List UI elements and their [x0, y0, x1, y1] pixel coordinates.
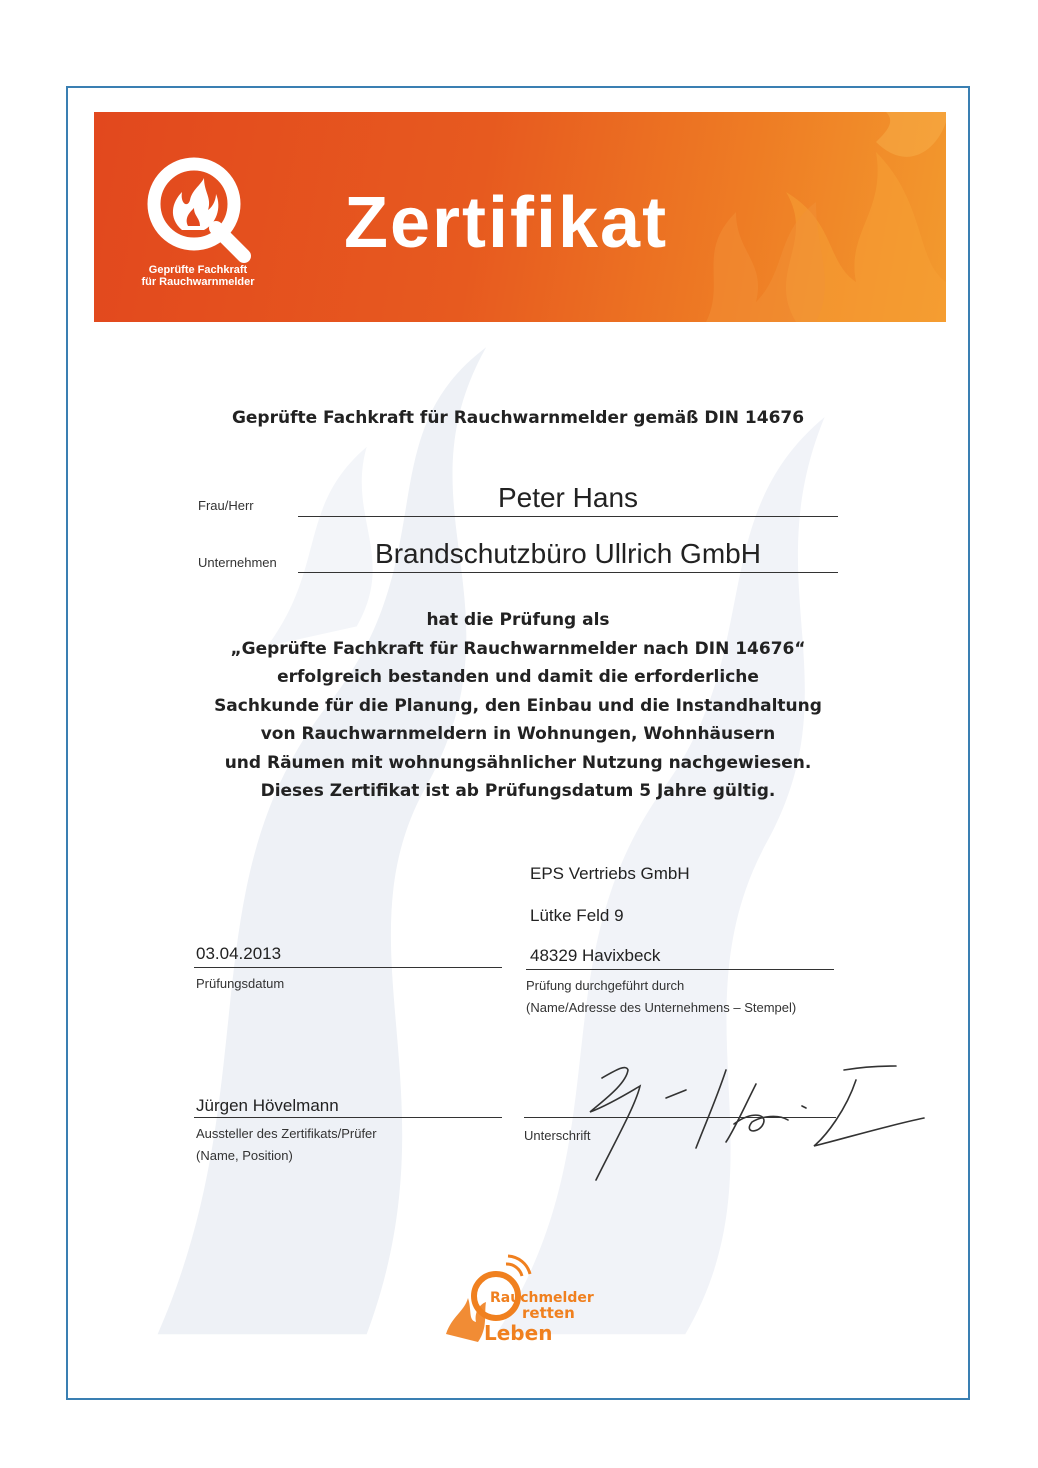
examiner-underline — [526, 969, 834, 970]
issuer-label-line1: Aussteller des Zertifikats/Prüfer — [196, 1126, 377, 1141]
body-line: hat die Prüfung als — [426, 610, 610, 630]
exam-date-underline — [194, 967, 502, 968]
certificate-title: Zertifikat — [344, 183, 669, 263]
company-label: Unternehmen — [198, 555, 277, 570]
footer-logo-line2: retten — [522, 1304, 575, 1322]
examiner-company-city: 48329 Havixbeck — [530, 946, 661, 965]
company-name: Brandschutzbüro Ullrich GmbH — [375, 538, 761, 569]
footer-logo-line1: Rauchmelder — [490, 1290, 594, 1306]
certificate-body-text — [68, 606, 968, 806]
certificate-banner — [94, 112, 946, 322]
body-line: „Geprüfte Fachkraft für Rauchwarnmelder nach DIN 14676“ — [230, 638, 806, 659]
flame-decoration-icon — [646, 112, 946, 322]
examiner-label-line2: (Name/Adresse des Unternehmens – Stempel) — [526, 1000, 797, 1015]
body-line: Dieses Zertifikat ist ab Prüfungsdatum 5 Jahre gültig. — [260, 781, 776, 801]
person-underline — [298, 516, 838, 517]
issuer-underline — [194, 1117, 502, 1118]
signature-label: Unterschrift — [524, 1128, 591, 1143]
issuer-label-line2: (Name, Position) — [196, 1148, 293, 1163]
body-line: erfolgreich bestanden und damit die erforderliche — [277, 667, 759, 687]
examiner-company-street: Lütke Feld 9 — [530, 906, 624, 925]
exam-date-value: 03.04.2013 — [196, 944, 282, 963]
logo-caption-line1: Geprüfte Fachkraft — [148, 264, 248, 276]
body-line: Sachkunde für die Planung, den Einbau und die Instandhaltung — [214, 695, 822, 716]
q-flame-logo-icon — [142, 152, 254, 264]
person-name: Peter Hans — [497, 482, 639, 513]
examiner-label-line1: Prüfung durchgeführt durch — [526, 978, 685, 993]
handwritten-signature — [556, 1040, 926, 1190]
person-label: Frau/Herr — [198, 498, 254, 513]
company-underline — [298, 572, 838, 573]
certificate-frame — [66, 86, 970, 1400]
certificate-subtitle: Geprüfte Fachkraft für Rauchwarnmelder gemäß DIN 14676 — [231, 408, 805, 428]
body-line: von Rauchwarnmeldern in Wohnungen, Wohnhäusern — [260, 724, 776, 744]
logo-caption — [130, 264, 266, 288]
exam-date-label: Prüfungsdatum — [196, 976, 285, 991]
examiner-company-name: EPS Vertriebs GmbH — [530, 864, 690, 883]
issuer-name: Jürgen Hövelmann — [196, 1096, 339, 1115]
body-line: und Räumen mit wohnungsähnlicher Nutzung nachgewiesen. — [224, 752, 812, 773]
rauchmelder-retten-leben-logo — [438, 1250, 598, 1356]
logo-caption-line2: für Rauchwarnmelder — [141, 276, 255, 288]
footer-logo-line3: Leben — [484, 1321, 553, 1345]
